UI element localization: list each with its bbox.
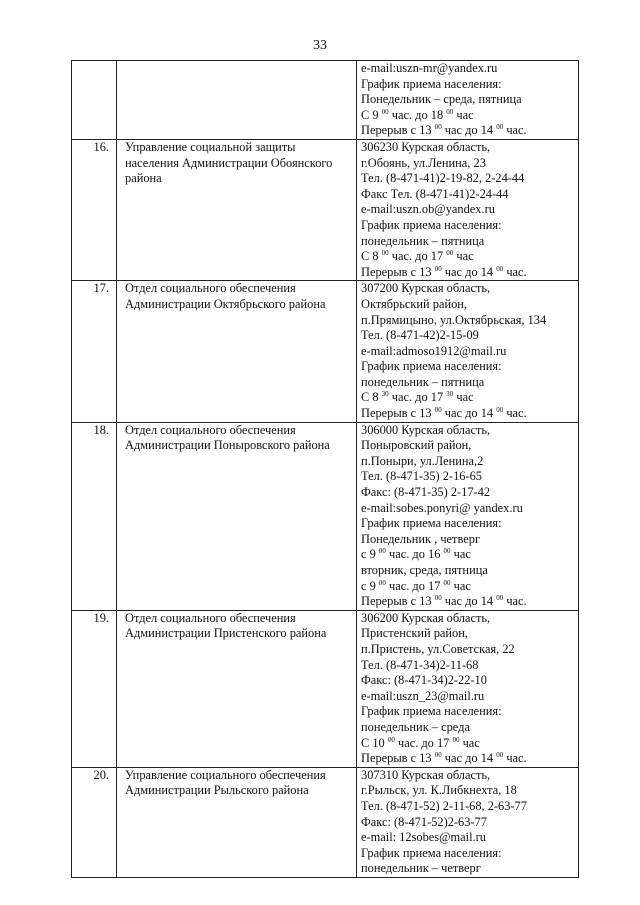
contact-text: час — [453, 390, 474, 405]
contact-info-line — [361, 751, 576, 767]
time-minutes-superscript: 00 — [434, 406, 442, 415]
contact-info — [357, 767, 579, 877]
contact-text: час до 14 — [441, 594, 497, 609]
contact-text: e-mail:sobes.ponyri@ yandex.ru — [361, 500, 523, 515]
contact-text: График приема населения: — [361, 516, 502, 531]
contact-text: 306200 Курская область, — [361, 610, 491, 625]
contact-text: С 8 — [361, 249, 382, 264]
contact-text: Тел. (8-471-52) 2-11-68, 2-63-77 — [361, 798, 527, 813]
time-minutes-superscript: 00 — [443, 578, 451, 587]
time-minutes-superscript: 00 — [496, 123, 504, 132]
contact-info-line — [361, 469, 576, 485]
contact-text: вторник, среда, пятница — [361, 563, 488, 577]
contact-info — [357, 610, 579, 767]
contact-info-line — [361, 689, 576, 705]
time-minutes-superscript: 00 — [452, 735, 460, 744]
contact-info-line — [361, 171, 576, 187]
contact-text: Факс: (8-471-35) 2-17-42 — [361, 485, 491, 500]
contact-text: час до 14 — [441, 751, 497, 766]
contact-text: Тел. (8-471-35) 2-16-65 — [361, 469, 482, 484]
contact-text: Поныровский район, — [361, 438, 472, 453]
table-row — [72, 139, 579, 280]
organization-name — [117, 422, 357, 610]
time-minutes-superscript: 00 — [496, 751, 504, 760]
contact-info-line — [361, 532, 576, 548]
contact-text: С 8 — [361, 390, 382, 405]
contact-text: с 9 — [361, 547, 379, 562]
contact-text: час — [453, 107, 474, 122]
contact-text: час. — [503, 594, 527, 609]
contact-info-line — [361, 140, 576, 156]
contact-info-line — [361, 547, 576, 563]
contact-info-line — [361, 265, 576, 281]
contact-text: Тел. (8-471-34)2-11-68 — [361, 657, 479, 672]
contact-text: 307310 Курская область, — [361, 767, 491, 782]
table-row — [72, 281, 579, 422]
contact-info-line — [361, 406, 576, 422]
contact-info-line — [361, 642, 576, 658]
contact-info-line — [361, 454, 576, 470]
contact-text: Факс Тел. (8-471-41)2-24-44 — [361, 186, 509, 201]
contact-info-line — [361, 156, 576, 172]
contact-info-line — [361, 783, 576, 799]
contact-text: 307200 Курская область, — [361, 281, 491, 296]
contact-info-line — [361, 328, 576, 344]
time-minutes-superscript: 00 — [434, 594, 442, 603]
contact-text: час — [450, 547, 471, 562]
time-minutes-superscript: 00 — [443, 547, 451, 556]
contact-info-line — [361, 313, 576, 329]
contact-text: п.Поныри, ул.Ленина,2 — [361, 453, 484, 468]
organization-name-line: Отдел социального обеспечения — [125, 422, 296, 437]
contact-text: Октябрьский район, — [361, 296, 468, 311]
time-minutes-superscript: 00 — [381, 249, 389, 258]
contact-info-line — [361, 673, 576, 689]
contact-text: час. — [503, 751, 527, 766]
contact-info-line — [361, 61, 576, 77]
contact-text: С 10 — [361, 735, 388, 750]
contact-text: час — [459, 735, 480, 750]
row-number: 18. — [72, 422, 117, 610]
contact-text: час — [450, 578, 471, 593]
table-row — [72, 61, 579, 140]
contact-info-line — [361, 768, 576, 784]
contact-text: понедельник – пятница — [361, 233, 485, 248]
contact-info — [357, 422, 579, 610]
organization-name-line: Администрации Октябрьского района — [125, 296, 326, 311]
contact-info-line — [361, 187, 576, 203]
contact-text: понедельник – четверг — [361, 861, 481, 876]
contact-info-line — [361, 611, 576, 627]
contact-info-line — [361, 594, 576, 610]
contact-info-line — [361, 423, 576, 439]
time-minutes-superscript: 00 — [496, 406, 504, 415]
page-number: 33 — [313, 38, 327, 53]
contact-text: Понедельник , четверг — [361, 531, 481, 546]
contact-info-line — [361, 658, 576, 674]
table-row — [72, 767, 579, 877]
contact-info-line — [361, 815, 576, 831]
contact-info-line — [361, 736, 576, 752]
contact-text: График приема населения: — [361, 217, 502, 232]
contact-info-line — [361, 375, 576, 391]
contact-text: График приема населения: — [361, 704, 502, 719]
contact-info-line — [361, 830, 576, 846]
time-minutes-superscript: 00 — [434, 751, 442, 760]
contact-text: Перерыв с 13 — [361, 264, 435, 279]
row-number: 20. — [72, 767, 117, 877]
time-minutes-superscript: 00 — [378, 547, 386, 556]
time-minutes-superscript: 00 — [434, 264, 442, 273]
contact-text: Понедельник – среда, пятница — [361, 92, 522, 107]
contact-text: понедельник – пятница — [361, 374, 485, 389]
contact-info-line — [361, 799, 576, 815]
contact-text: Тел. (8-471-42)2-15-09 — [361, 328, 479, 343]
contact-text: Перерыв с 13 — [361, 123, 435, 138]
contact-info-line — [361, 249, 576, 265]
time-minutes-superscript: 00 — [387, 735, 395, 744]
table-row — [72, 610, 579, 767]
organization-name-line: Управление социальной защиты — [125, 139, 296, 154]
organization-name-line: населения Администрации Обоянского — [125, 155, 333, 170]
time-minutes-superscript: 00 — [381, 107, 389, 116]
contact-text: График приема населения: — [361, 359, 502, 374]
time-minutes-superscript: 00 — [496, 594, 504, 603]
contact-text: e-mail:admoso1912@mail.ru — [361, 343, 507, 358]
contact-text: час до 14 — [441, 264, 497, 279]
contact-text: час. — [503, 406, 527, 421]
contact-text: понедельник – среда — [361, 719, 470, 734]
contact-text: e-mail:uszn_23@mail.ru — [361, 688, 485, 703]
contact-info — [357, 61, 579, 140]
organization-name — [117, 281, 357, 422]
contact-text: г.Обоянь, ул.Ленина, 23 — [361, 155, 486, 170]
contact-text: час до 14 — [441, 406, 497, 421]
time-minutes-superscript: 00 — [378, 578, 386, 587]
organization-name-line: Администрации Поныровского района — [125, 438, 330, 453]
contact-text: г.Рыльск, ул. К.Либкнехта, 18 — [361, 783, 517, 798]
time-minutes-superscript: 30 — [381, 390, 389, 399]
contact-text: с 9 — [361, 578, 379, 593]
contact-text: п.Пристень, ул.Советская, 22 — [361, 641, 515, 656]
contact-text: час. до 17 — [388, 249, 447, 264]
contact-text: e-mail:uszn-mr@yandex.ru — [361, 61, 498, 75]
table-body — [72, 61, 579, 878]
contact-text: п.Прямицыно, ул.Октябрьская, 134 — [361, 312, 547, 327]
contact-text: Перерыв с 13 — [361, 751, 435, 766]
contact-text: График приема населения: — [361, 845, 502, 860]
contact-info-line — [361, 281, 576, 297]
contact-text: Пристенский район, — [361, 626, 468, 641]
social-services-table — [71, 60, 579, 878]
row-number: 16. — [72, 139, 117, 280]
contact-text: С 9 — [361, 107, 382, 122]
organization-name-line: Отдел социального обеспечения — [125, 281, 296, 296]
row-number — [72, 61, 117, 140]
contact-text: час. до 16 — [385, 547, 444, 562]
organization-name — [117, 767, 357, 877]
contact-text: Факс: (8-471-52)2-63-77 — [361, 814, 487, 829]
contact-info-line — [361, 92, 576, 108]
contact-info-line — [361, 297, 576, 313]
table-row — [72, 422, 579, 610]
time-minutes-superscript: 00 — [446, 249, 454, 258]
contact-text: График приема населения: — [361, 76, 502, 91]
contact-info-line — [361, 123, 576, 139]
row-number: 19. — [72, 610, 117, 767]
contact-text: e-mail:uszn.ob@yandex.ru — [361, 202, 495, 217]
contact-info-line — [361, 485, 576, 501]
organization-name-line: Управление социального обеспечения — [125, 767, 326, 782]
contact-info-line — [361, 218, 576, 234]
contact-info-line — [361, 344, 576, 360]
contact-info-line — [361, 77, 576, 93]
contact-text: час. до 17 — [385, 578, 444, 593]
contact-info — [357, 139, 579, 280]
contact-text: 306000 Курская область, — [361, 422, 491, 437]
contact-info-line — [361, 846, 576, 862]
contact-info-line — [361, 516, 576, 532]
organization-name-line: Отдел социального обеспечения — [125, 610, 296, 625]
contact-info — [357, 281, 579, 422]
organization-name-line: района — [125, 171, 162, 186]
time-minutes-superscript: 00 — [434, 123, 442, 132]
contact-info-line — [361, 501, 576, 517]
contact-info-line — [361, 626, 576, 642]
contact-info-line — [361, 720, 576, 736]
contact-info-line — [361, 234, 576, 250]
contact-text: 306230 Курская область, — [361, 139, 491, 154]
contact-text: час. до 17 — [388, 390, 447, 405]
contact-info-line — [361, 202, 576, 218]
organization-name — [117, 61, 357, 140]
contact-info-line — [361, 704, 576, 720]
organization-name-line: Администрации Рыльского района — [125, 783, 309, 798]
time-minutes-superscript: 00 — [446, 107, 454, 116]
contact-text: Перерыв с 13 — [361, 594, 435, 609]
organization-name — [117, 139, 357, 280]
organization-name — [117, 610, 357, 767]
contact-info-line — [361, 563, 576, 579]
contact-text: час. — [503, 264, 527, 279]
contact-text: час — [453, 249, 474, 264]
contact-text: час. до 18 — [388, 107, 447, 122]
row-number: 17. — [72, 281, 117, 422]
contact-info-line — [361, 438, 576, 454]
contact-info-line — [361, 108, 576, 124]
contact-text: e-mail: 12sobes@mail.ru — [361, 830, 486, 845]
contact-info-line — [361, 861, 576, 877]
contact-text: час. — [503, 123, 527, 138]
contact-text: час. до 17 — [394, 735, 453, 750]
contact-text: Факс: (8-471-34)2-22-10 — [361, 673, 487, 688]
time-minutes-superscript: 00 — [496, 264, 504, 273]
contact-info-line — [361, 359, 576, 375]
contact-text: Перерыв с 13 — [361, 406, 435, 421]
contact-info-line — [361, 390, 576, 406]
time-minutes-superscript: 30 — [446, 390, 454, 399]
contact-text: час до 14 — [441, 123, 497, 138]
contact-text: Тел. (8-471-41)2-19-82, 2-24-44 — [361, 171, 525, 186]
contact-info-line — [361, 579, 576, 595]
organization-name-line: Администрации Пристенского района — [125, 626, 327, 641]
